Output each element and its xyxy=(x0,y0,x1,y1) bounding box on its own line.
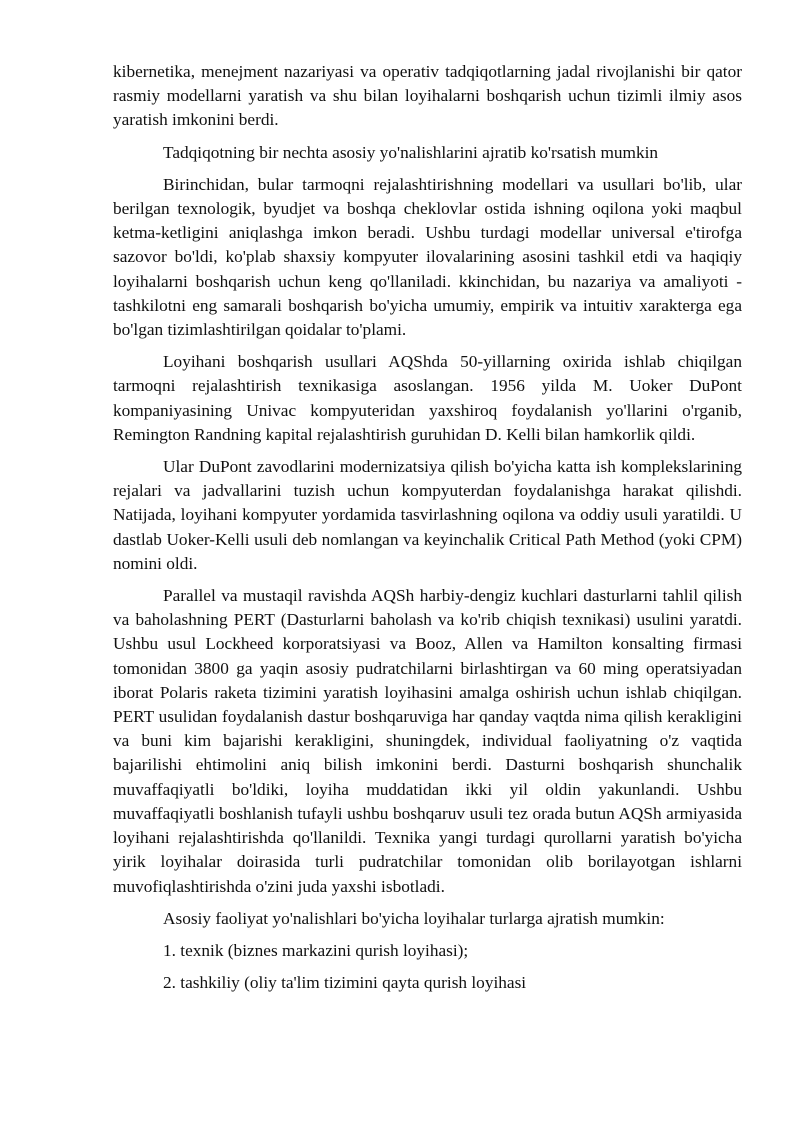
paragraph-pert: Parallel va mustaqil ravishda AQSh harbiy-dengiz kuchlari dasturlarni tahlil qilish va baholashning PERT (Dasturlarni baholash va ko'rib chiqish texnikasi) usulini yaratdi. Ushbu usul Lockheed korporatsiyasi va Booz, Allen va Hamilton konsalting firmasi tomonidan 3800 ga yaqin asosiy pudratchilarni birlashtirgan va 60 ming operatsiyadan iborat Polaris raketa tizimini yaratish loyihasini amalga oshirish uchun ishlab chiqilgan. PERT usulidan foydalanish dastur boshqaruviga har qanday vaqtda nima qilish kerakligini va buni kim bajarishi kerakligini, shuningdek, individual faoliyatning o'z vaqtida bajarilishi ehtimolini aniq bilish imkonini berdi. Dasturni boshqarish shunchalik muvaffaqiyatli bo'ldiki, loyiha muddatidan ikki yil oldin yakunlandi. Ushbu muvaffaqiyatli boshlanish tufayli ushbu boshqaruv usuli tez orada butun AQSh armiyasida loyihani rejalashtirishda qo'llanildi. Texnika yangi turdagi qurollarni yaratish bo'yicha yirik loyihalar doirasida turli pudratchilar tomonidan olib borilayotgan ishlarni muvofiqlashtirishda o'zini juda yaxshi isbotladi. xyxy=(113,586,742,896)
list-item-technical: 1. texnik (biznes markazini qurish loyihasi); xyxy=(163,940,469,960)
paragraph-project-management-history: Loyihani boshqarish usullari AQShda 50-yillarning oxirida ishlab chiqilgan tarmoqni rejalashtirish texnikasiga asoslangan. 1956 yilda M. Uoker DuPont kompaniyasining Univac kompyuteridan yaxshiroq foydalanish yo'llarini o'rganib, Remington Randning kapital rejalashtirish guruhidan D. Kelli bilan hamkorlik qildi. xyxy=(113,352,742,444)
paragraph-intro-continuation: kibernetika, menejment nazariyasi va operativ tadqiqotlarning jadal rivojlanishi bir qator rasmiy modellarni yaratish va shu bilan loyihalarni boshqarish uchun tizimli ilmiy asos yaratish imkonini berdi. xyxy=(113,62,742,130)
paragraph-project-types-intro: Asosiy faoliyat yo'nalishlari bo'yicha loyihalar turlarga ajratish mumkin: xyxy=(163,908,665,928)
paragraph-network-planning: Birinchidan, bular tarmoqni rejalashtirishning modellari va usullari bo'lib, ular berilgan texnologik, byudjet va boshqa cheklovlar ostida ishning oqilona yoki maqbul ketma-ketligini aniqlashga imkon beradi. Ushbu turdagi modellar universal e'tirofga sazovor bo'ldi, ko'plab shaxsiy kompyuter ilovalarining asosini tashkil etdi va haqiqiy loyihalarni boshqarish uchun keng qo'llaniladi. kkinchidan, bu nazariya va amaliyoti - tashkilotni eng samarali boshqarish bo'yicha umumiy, empirik va intuitiv xarakterga ega bo'lgan tizimlashtirilgan qoidalar to'plami. xyxy=(113,174,742,340)
list-item-organizational: 2. tashkiliy (oliy ta'lim tizimini qayta qurish loyihasi xyxy=(163,973,527,993)
document-page xyxy=(113,60,742,995)
paragraph-dupont-cpm: Ular DuPont zavodlarini modernizatsiya qilish bo'yicha katta ish komplekslarining rejalari va jadvallarini tuzish uchun kompyuterdan foydalanishga harakat qilishdi. Natijada, loyihani kompyuter yordamida tasvirlashning oqilona va oddiy usuli yaratildi. U dastlab Uoker-Kelli usuli deb nomlangan va keyinchalik Critical Path Method (yoki CPM) nomini oldi. xyxy=(113,457,742,573)
paragraph-research-directions: Tadqiqotning bir nechta asosiy yo'nalishlarini ajratib ko'rsatish mumkin xyxy=(163,142,659,162)
